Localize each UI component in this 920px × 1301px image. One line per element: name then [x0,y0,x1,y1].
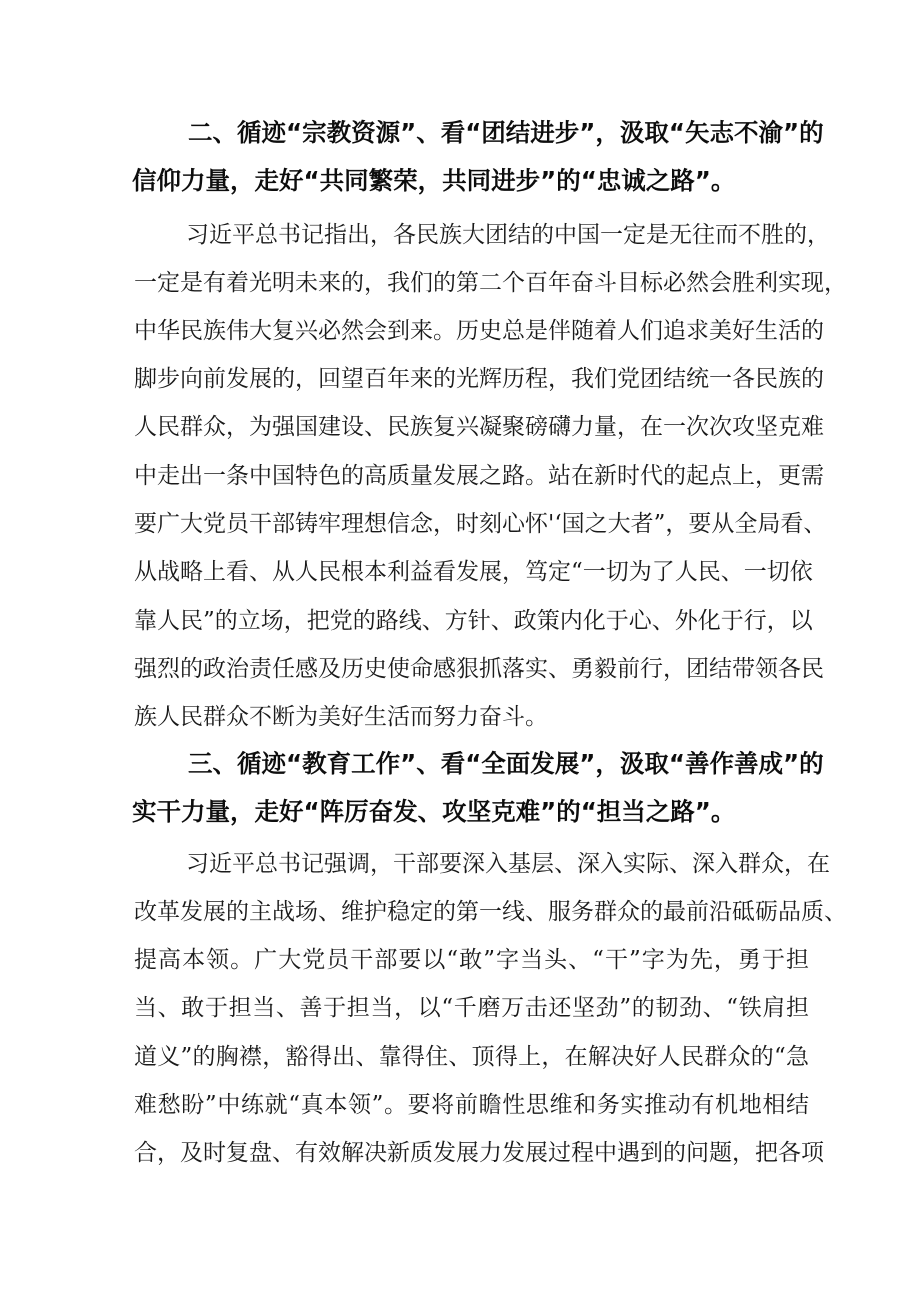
section2-heading-line-2: 信仰力量，走好“共同繁荣，共同进步”的“忠诚之路”。 [132,166,736,195]
section3-body-line-3: 提高本领。广大党员干部要以“敢”字当头、“干”字为先，勇于担 [134,947,809,973]
section2-body-line-8: 从战略上看、从人民根本利益看发展，笃定“一切为了人民、一切依 [134,559,813,585]
section2-body-line-2: 一定是有着光明未来的，我们的第二个百年奋斗目标必然会胜利实现， [134,270,847,296]
section2-heading-line-1: 二、循迹“宗教资源”、看“团结进步”，汲取“矢志不渝”的 [188,118,824,147]
section2-body-line-10: 强烈的政治责任感及历史使命感狠抓落实、勇毅前行，团结带领各民 [134,656,824,682]
section3-body-line-5: 道义”的胸襟，豁得出、靠得住、顶得上，在解决好人民群众的“急 [134,1044,809,1070]
section2-body-line-1: 习近平总书记指出，各民族大团结的中国一定是无往而不胜的， [186,222,830,248]
section2-body-line-6: 中走出一条中国特色的高质量发展之路。站在新时代的起点上，更需 [134,463,824,489]
section3-heading-line-1: 三、循迹“教育工作”、看“全面发展”，汲取“善作善成”的 [188,749,824,778]
section3-body-line-4: 当、敢于担当、善于担当，以“千磨万击还坚劲”的韧劲、“铁肩担 [134,995,809,1021]
section2-body-line-11: 族人民群众不断为美好生活而努力奋斗。 [134,704,548,730]
section3-heading-line-2: 实干力量，走好“阵厉奋发、攻坚克难”的“担当之路”。 [132,797,736,826]
section2-body-line-5: 人民群众，为强国建设、民族复兴凝聚磅礴力量，在一次次攻坚克难 [134,414,824,440]
section2-body-line-7: 要广大党员干部铸牢理想信念，时刻心怀'‘国之大者”，要从全局看、 [134,511,827,537]
section2-body-line-4: 脚步向前发展的，回望百年来的光辉历程，我们党团结统一各民族的 [134,366,824,392]
section2-body-line-9: 靠人民”的立场，把党的路线、方针、政策内化于心、外化于行，以 [134,608,813,634]
section3-body-line-7: 合，及时复盘、有效解决新质发展力发展过程中遇到的问题，把各项 [134,1140,824,1166]
section3-body-line-6: 难愁盼”中练就“真本领”。要将前瞻性思维和务实推动有机地相结 [134,1092,809,1118]
section2-body-line-3: 中华民族伟大复兴必然会到来。历史总是伴随着人们追求美好生活的 [134,318,824,344]
section3-body-line-2: 改革发展的主战场、维护稳定的第一线、服务群众的最前沿砥砺品质、 [134,899,847,925]
section3-body-line-1: 习近平总书记强调，干部要深入基层、深入实际、深入群众，在 [186,851,830,877]
